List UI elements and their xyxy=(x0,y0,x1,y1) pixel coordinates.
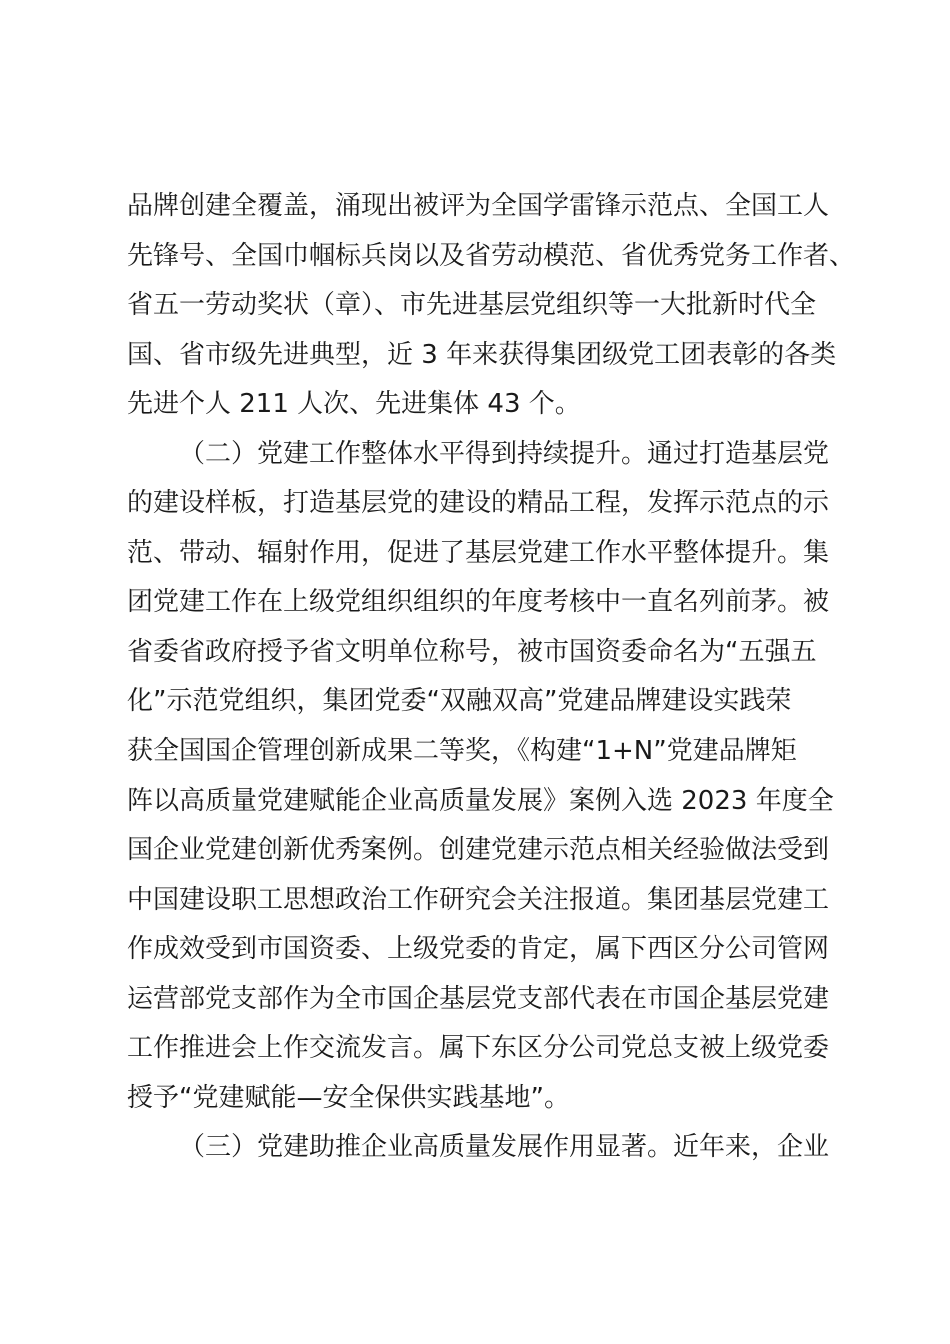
section-heading-line: （二）党建工作整体水平得到持续提升。通过打造基层党 xyxy=(179,438,830,469)
text-line: 国、省市级先进典型，近 3 年来获得集团级党工团表彰的各类 xyxy=(127,339,837,370)
paragraph-section-two xyxy=(127,430,837,1124)
paragraph-achievements xyxy=(127,182,856,430)
text-line: 先锋号、全国巾帼标兵岗以及省劳动模范、省优秀党务工作者、 xyxy=(127,240,856,271)
text-line: 先进个人 211 人次、先进集体 43 个。 xyxy=(127,389,581,420)
text-line: 品牌创建全覆盖，涌现出被评为全国学雷锋示范点、全国工人 xyxy=(127,191,830,221)
text-line: 国企业党建创新优秀案例。创建党建示范点相关经验做法受到 xyxy=(127,835,830,866)
text-line: 中国建设职工思想政治工作研究会关注报道。集团基层党建工 xyxy=(127,884,830,915)
text-line: 团党建工作在上级党组织组织的年度考核中一直名列前茅。被 xyxy=(127,587,830,618)
body-text xyxy=(127,182,856,1173)
section-heading-line: （三）党建助推企业高质量发展作用显著。近年来，企业 xyxy=(179,1132,830,1163)
text-line: 省委省政府授予省文明单位称号，被市国资委命名为“五强五 xyxy=(127,636,817,667)
text-line: 省五一劳动奖状（章）、市先进基层党组织等一大批新时代全 xyxy=(127,290,817,321)
paragraph-section-three xyxy=(127,1123,837,1173)
text-line: 化”示范党组织，集团党委“双融双高”党建品牌建设实践荣 xyxy=(127,686,792,717)
text-line: 授予“党建赋能—安全保供实践基地”。 xyxy=(127,1082,570,1113)
text-line: 作成效受到市国资委、上级党委的肯定，属下西区分公司管网 xyxy=(127,934,830,965)
text-line: 范、带动、辐射作用，促进了基层党建工作水平整体提升。集 xyxy=(127,537,830,568)
text-line: 运营部党支部作为全市国企基层党支部代表在市国企基层党建 xyxy=(127,983,830,1014)
text-line: 的建设样板，打造基层党的建设的精品工程，发挥示范点的示 xyxy=(127,488,830,519)
text-line: 工作推进会上作交流发言。属下东区分公司党总支被上级党委 xyxy=(127,1033,830,1064)
text-line: 获全国国企管理创新成果二等奖，《构建“1+N”党建品牌矩 xyxy=(127,736,797,767)
text-line: 阵以高质量党建赋能企业高质量发展》案例入选 2023 年度全 xyxy=(127,785,834,816)
